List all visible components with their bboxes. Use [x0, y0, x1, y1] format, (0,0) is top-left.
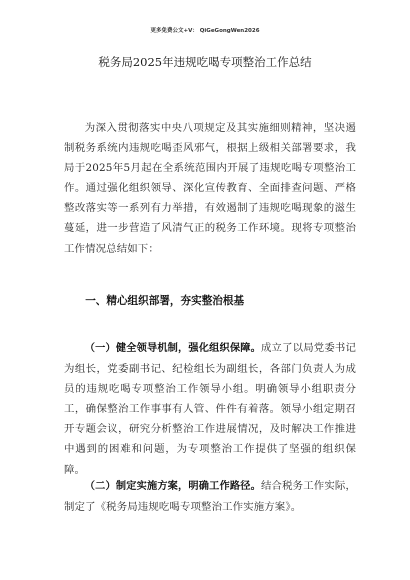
item-lead: （二）制定实施方案，明确工作路径。: [84, 481, 261, 492]
intro-paragraph: 为深入贯彻落实中央八项规定及其实施细则精神，坚决遏制税务系统内违规吃喝歪风邪气，根据上级相关部署要求，我局于2025年5月起在全系统范围内开展了违规吃喝专项整治工作。通过强化组织领导、深化宣传教育、全面排查问题、严格整改落实等一系列有力举措，有效遏制了违规吃喝现象的滋生蔓延，进一步营造了风清气正的税务工作环境。现将专项整治工作情况总结如下：: [64, 122, 356, 255]
item-lead: （一）健全领导机制，强化组织保障。: [84, 343, 261, 354]
document-title: 税务局2025年违规吃喝专项整治工作总结: [98, 55, 312, 69]
section-heading: 一、精心组织部署，夯实整治根基: [85, 295, 245, 307]
item-text: 结合税务工作实际，制定了《税务局违规吃喝专项整治工作实施方案》。: [64, 480, 356, 514]
paragraph-item-1: [64, 338, 356, 480]
item-text: 成立了以局党委书记为组长，党委副书记、纪检组长为副组长，各部门负责人为成员的违规吃喝专项整治工作领导小组。明确领导小组职责分工，确保整治工作事事有人管、件件有着落。领导小组定期召开专题会议，研究分析整治工作进展情况，及时解决工作推进中遇到的困难和问题，为专项整治工作提供了坚强的组织保障。: [64, 342, 356, 476]
paragraph-item-2: [64, 476, 356, 517]
header-note: 更多免费公文+V： QiGeGongWen2026: [150, 28, 260, 34]
